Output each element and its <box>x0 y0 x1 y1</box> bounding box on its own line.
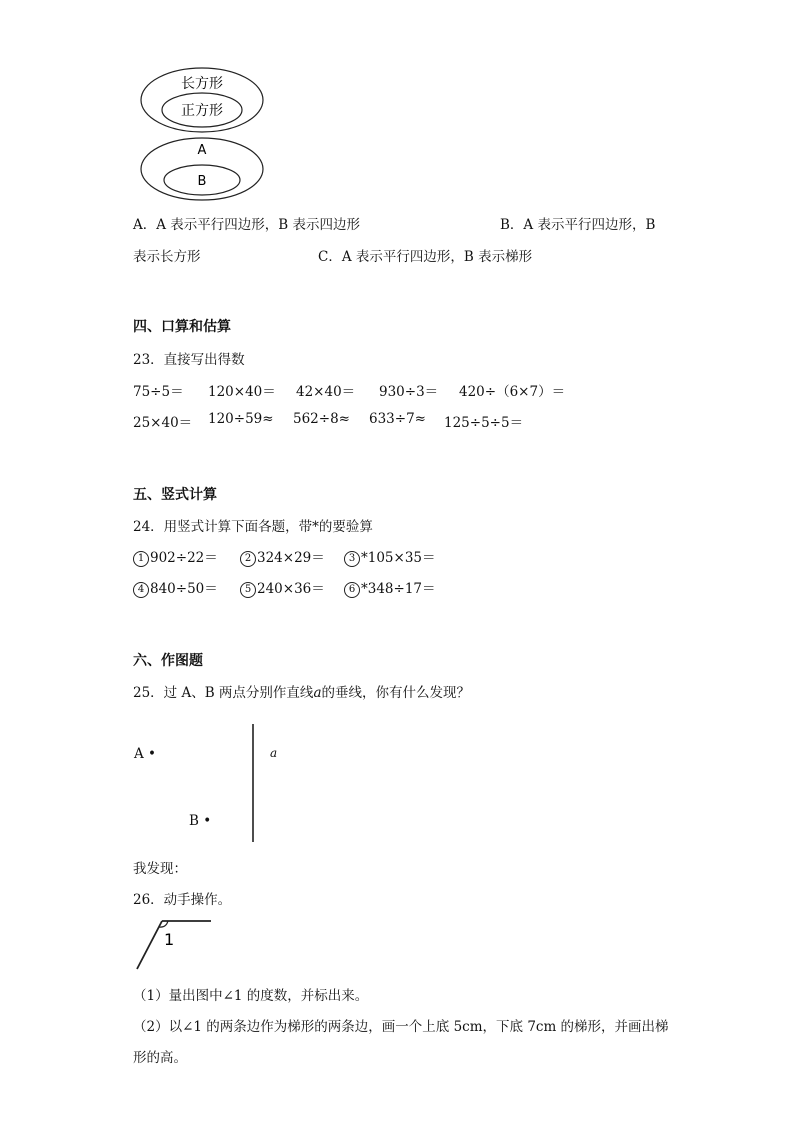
q24-text: 24．用竖式计算下面各题，带*的要验算 <box>133 519 373 535</box>
circled-number: 4 <box>133 582 149 598</box>
q23-text: 23．直接写出得数 <box>133 352 245 368</box>
venn2-outer-label: A <box>197 143 207 158</box>
q26-part1: （1）量出图中∠1 的度数，并标出来。 <box>133 988 369 1004</box>
calc-r1-5: 420÷（6×7）＝ <box>459 384 566 400</box>
angle-figure <box>134 915 214 973</box>
q25-text-after: 的垂线，你有什么发现？ <box>321 685 470 701</box>
venn1-outer-label: 长方形 <box>181 76 223 92</box>
calc-r1-4: 930÷3＝ <box>379 384 439 400</box>
section4-title: 四、口算和估算 <box>133 319 231 335</box>
calc-r1-2: 120×40＝ <box>208 384 276 400</box>
q26-part2-line1: （2）以∠1 的两条边作为梯形的两条边，画一个上底 5cm，下底 7cm 的梯形，并画出梯 <box>133 1019 669 1035</box>
circled-number: 1 <box>133 551 149 567</box>
q25-variable: a <box>313 685 322 701</box>
point-a: A • <box>134 746 157 762</box>
point-b: B • <box>189 813 212 829</box>
calc-r2-2: 120÷59≈ <box>208 411 274 427</box>
vertical-calc-expr: 902÷22＝ <box>150 550 218 566</box>
section6-title: 六、作图题 <box>133 653 203 669</box>
discover-label: 我发现： <box>133 861 187 877</box>
calc-r1-3: 42×40＝ <box>296 384 356 400</box>
vertical-calc-expr: 324×29＝ <box>257 550 325 566</box>
option-a: A．A 表示平行四边形，B 表示四边形 <box>133 217 361 233</box>
circled-number: 3 <box>344 551 360 567</box>
option-b-part1: B．A 表示平行四边形，B <box>500 217 656 233</box>
circled-number: 5 <box>240 582 256 598</box>
venn2-inner-label: B <box>197 174 207 189</box>
venn1-inner-label: 正方形 <box>181 103 223 119</box>
q26-text: 26．动手操作。 <box>133 892 232 908</box>
vertical-calc-1 <box>133 546 218 567</box>
option-b-part2: 表示长方形 <box>133 249 201 265</box>
q25-text-before: 25．过 A、B 两点分别作直线 <box>133 685 314 701</box>
calc-r2-1: 25×40＝ <box>133 415 193 431</box>
vertical-calc-6 <box>344 577 436 598</box>
section5-title: 五、竖式计算 <box>133 487 217 503</box>
vertical-calc-expr: *105×35＝ <box>361 550 436 566</box>
vertical-calc-5 <box>240 577 325 598</box>
angle-label: 1 <box>164 930 175 949</box>
vertical-calc-expr: *348÷17＝ <box>361 581 436 597</box>
venn-diagrams <box>130 60 280 205</box>
vertical-calc-3 <box>344 546 436 567</box>
calc-r2-5: 125÷5÷5＝ <box>444 415 524 431</box>
circled-number: 2 <box>240 551 256 567</box>
vertical-calc-expr: 240×36＝ <box>257 581 325 597</box>
q25-text <box>133 681 470 701</box>
line-a <box>250 724 256 844</box>
circled-number: 6 <box>344 582 360 598</box>
calc-r2-3: 562÷8≈ <box>293 411 350 427</box>
calc-r1-1: 75÷5＝ <box>133 384 184 400</box>
vertical-calc-expr: 840÷50＝ <box>150 581 218 597</box>
q26-part2-line2: 形的高。 <box>133 1050 187 1066</box>
option-c: C．A 表示平行四边形，B 表示梯形 <box>318 249 533 265</box>
calc-r2-4: 633÷7≈ <box>369 411 426 427</box>
line-a-label: a <box>270 746 278 760</box>
vertical-calc-2 <box>240 546 325 567</box>
vertical-calc-4 <box>133 577 218 598</box>
